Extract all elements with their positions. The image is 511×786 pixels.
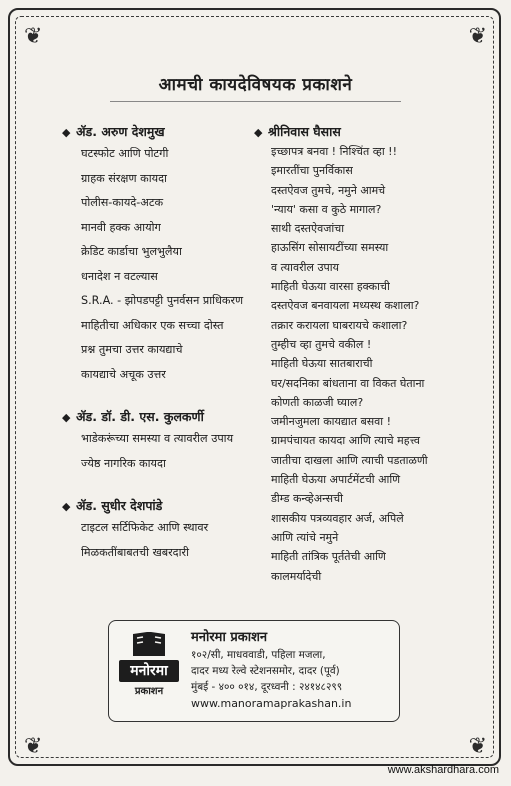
book-title: माहिती तांत्रिक पूर्ततेची आणि bbox=[271, 550, 386, 564]
book-title: ज्येष्ठ नागरिक कायदा bbox=[81, 456, 166, 470]
author-heading: ◆ ॲड. सुधीर देशपांडे bbox=[62, 496, 262, 516]
diamond-bullet-icon: ◆ bbox=[62, 500, 71, 513]
book-title: प्रश्न तुमचा उत्तर कायद्याचे bbox=[81, 343, 183, 356]
book-title: तक्रार करायला घाबरायचे कशाला? bbox=[271, 318, 408, 332]
book-title: हाऊसिंग सोसायटींच्या समस्या bbox=[271, 241, 389, 255]
book-title: घटस्फोट आणि पोटगी bbox=[81, 147, 169, 160]
diamond-bullet-icon: ◆ bbox=[62, 411, 71, 424]
author-heading: ◆ श्रीनिवास घैसास bbox=[254, 122, 479, 142]
publisher-website[interactable]: www.manoramaprakashan.in bbox=[191, 697, 352, 710]
book-title: तुम्हीच व्हा तुमचे वकील ! bbox=[271, 337, 372, 351]
publisher-address: मुंबई - ४०० ०१४, दूरध्वनी : २४१४८२९९ bbox=[191, 681, 343, 693]
book-logo-icon bbox=[131, 630, 167, 658]
book-title: घर/सदनिका बांधताना वा विकत घेताना bbox=[271, 376, 425, 390]
book-title: पोलीस-कायदे-अटक bbox=[81, 196, 164, 209]
logo-name: मनोरमा bbox=[119, 660, 179, 682]
book-title: दस्तऐवज तुमचे, नमुने आमचे bbox=[271, 183, 386, 197]
book-title: जातीचा दाखला आणि त्याची पडताळणी bbox=[271, 453, 428, 467]
book-title: माहिती घेऊया सातबाराची bbox=[271, 357, 373, 371]
book-title: डीम्ड कन्व्हेअन्सची bbox=[271, 492, 343, 506]
book-title: इच्छापत्र बनवा ! निश्चिंत व्हा !! bbox=[271, 145, 397, 158]
footer-url[interactable]: www.akshardhara.com bbox=[387, 764, 499, 776]
title-divider bbox=[110, 101, 401, 102]
book-title: आणि त्यांचे नमुने bbox=[271, 530, 339, 544]
book-title: टाइटल सर्टिफिकेट आणि स्थावर bbox=[81, 521, 209, 534]
book-title: इमारतींचा पुनर्विकास bbox=[271, 164, 353, 178]
corner-ornament-icon: ❦ bbox=[24, 734, 43, 759]
corner-ornament-icon: ❦ bbox=[24, 24, 43, 49]
publisher-details bbox=[191, 628, 397, 713]
book-title: साथी दस्तऐवजांचा bbox=[271, 222, 345, 236]
author-heading: ◆ ॲड. डॉ. डी. एस. कुलकर्णी bbox=[62, 407, 262, 427]
diamond-bullet-icon: ◆ bbox=[254, 126, 263, 139]
book-title: ग्राहक संरक्षण कायदा bbox=[81, 171, 167, 185]
logo-subtitle: प्रकाशन bbox=[134, 686, 164, 697]
publisher-logo bbox=[119, 630, 179, 712]
publisher-name: मनोरमा प्रकाशन bbox=[191, 630, 268, 645]
book-title: जमीनजुमला कायद्यात बसवा ! bbox=[271, 415, 392, 429]
book-title: 'न्याय' कसा व कुठे मागाल? bbox=[271, 202, 382, 216]
corner-ornament-icon: ❦ bbox=[468, 24, 487, 49]
book-title: कायद्याचे अचूक उत्तर bbox=[81, 367, 166, 381]
book-title: ग्रामपंचायत कायदा आणि त्याचे महत्त्व bbox=[271, 434, 420, 448]
book-title: भाडेकरूंच्या समस्या व त्यावरील उपाय bbox=[81, 432, 234, 445]
book-title: क्रेडिट कार्डाचा भुलभुलैया bbox=[81, 245, 182, 258]
author-heading: ◆ ॲड. अरुण देशमुख bbox=[62, 122, 262, 142]
book-title: कोणती काळजी घ्याल? bbox=[271, 395, 364, 409]
book-title: धनादेश न वटल्यास bbox=[81, 269, 158, 283]
book-title: माहिती घेऊया वारसा हक्काची bbox=[271, 280, 390, 294]
book-title: शासकीय पत्रव्यवहार अर्ज, अपिले bbox=[271, 511, 404, 525]
corner-ornament-icon: ❦ bbox=[468, 734, 487, 759]
book-title: माहिती घेऊया अपार्टमेंटची आणि bbox=[271, 473, 401, 487]
book-title: मिळकतींबाबतची खबरदारी bbox=[81, 545, 189, 559]
publisher-address: दादर मध्य रेल्वे स्टेशनसमोर, दादर (पूर्व) bbox=[191, 665, 340, 677]
left-column bbox=[62, 122, 262, 565]
diamond-bullet-icon: ◆ bbox=[62, 126, 71, 139]
right-column bbox=[254, 122, 479, 586]
publisher-box bbox=[108, 620, 400, 722]
publisher-address: १०२/सी, माधववाडी, पहिला मजला, bbox=[191, 649, 326, 661]
book-title: दस्तऐवज बनवायला मध्यस्थ कशाला? bbox=[271, 299, 420, 313]
book-title: व त्यावरील उपाय bbox=[271, 260, 339, 274]
book-title: मानवी हक्क आयोग bbox=[81, 220, 161, 234]
page-title: आमची कायदेविषयक प्रकाशने bbox=[158, 75, 353, 95]
book-title: माहितीचा अधिकार एक सच्चा दोस्त bbox=[81, 318, 224, 332]
book-title: S.R.A. - झोपडपट्टी पुनर्वसन प्राधिकरण bbox=[81, 294, 244, 307]
book-title: कालमर्यादेची bbox=[271, 569, 322, 583]
